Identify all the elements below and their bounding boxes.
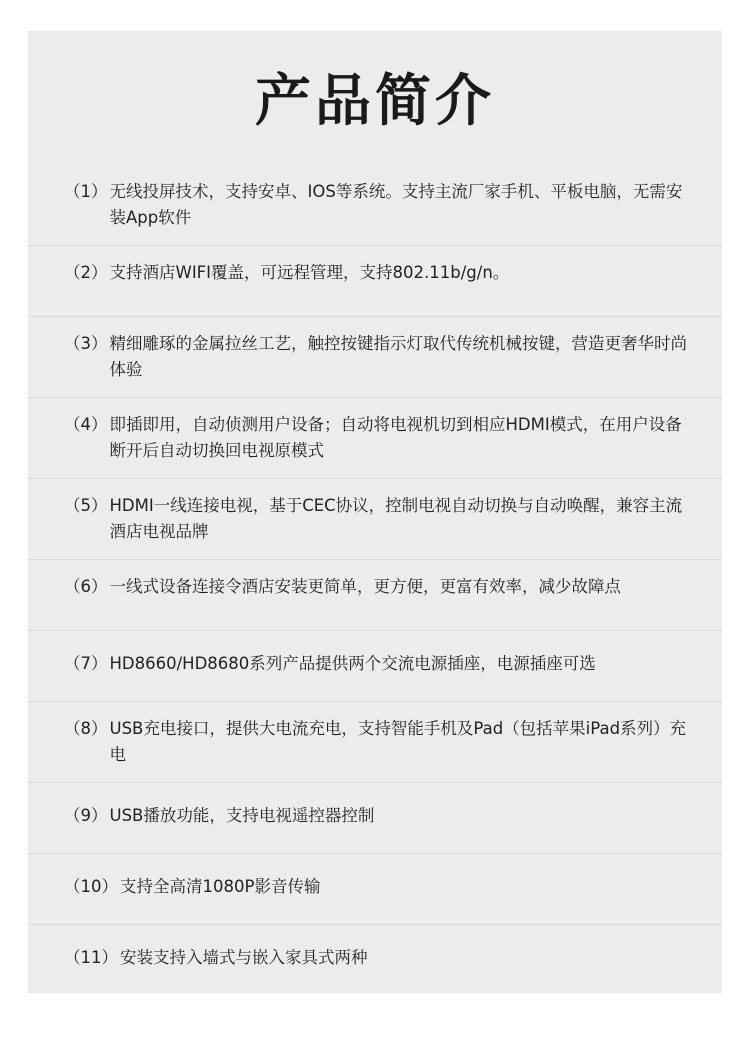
- list-item: [28, 246, 722, 317]
- feature-list: [28, 165, 722, 996]
- list-item-marker: （2）: [64, 263, 108, 282]
- list-item-marker: （10）: [64, 877, 118, 896]
- list-item: [28, 479, 722, 560]
- list-item-text: USB播放功能，支持电视遥控器控制: [109, 806, 375, 825]
- list-item: [28, 165, 722, 246]
- list-item-marker: （11）: [64, 948, 118, 967]
- list-item-marker: （6）: [64, 577, 108, 596]
- content-sheet: [28, 31, 722, 993]
- list-item: [28, 702, 722, 783]
- list-item-text: 一线式设备连接令酒店安装更简单，更方便，更富有效率，减少故障点: [109, 577, 621, 596]
- list-item: [28, 783, 722, 854]
- list-item: [28, 317, 722, 398]
- list-item-marker: （5）: [64, 496, 108, 515]
- list-item-text: USB充电接口，提供大电流充电，支持智能手机及Pad（包括苹果iPad系列）充电: [109, 719, 687, 764]
- list-item-text: 支持酒店WIFI覆盖，可远程管理，支持802.11b/g/n。: [109, 263, 510, 282]
- list-item-text: HDMI一线连接电视，基于CEC协议，控制电视自动切换与自动唤醒，兼容主流酒店电视品牌: [109, 496, 683, 541]
- list-item-text: 精细雕琢的金属拉丝工艺，触控按键指示灯取代传统机械按键，营造更奢华时尚体验: [109, 334, 687, 379]
- list-item-text: 支持全高清1080P影音传输: [120, 877, 321, 896]
- list-item: [28, 854, 722, 925]
- list-item-marker: （8）: [64, 719, 108, 738]
- list-item-marker: （4）: [64, 415, 108, 434]
- list-item-marker: （9）: [64, 806, 108, 825]
- list-item: [28, 398, 722, 479]
- list-item: [28, 925, 722, 996]
- list-item-text: HD8660/HD8680系列产品提供两个交流电源插座，电源插座可选: [109, 654, 596, 673]
- list-item: [28, 560, 722, 631]
- list-item-marker: （7）: [64, 654, 108, 673]
- list-item-marker: （3）: [64, 334, 108, 353]
- page-title: 产品简介: [255, 69, 495, 134]
- list-item-text: 无线投屏技术，支持安卓、IOS等系统。支持主流厂家手机、平板电脑，无需安装App软件: [109, 182, 683, 227]
- list-item: [28, 631, 722, 702]
- list-item-marker: （1）: [64, 182, 108, 201]
- list-item-text: 即插即用，自动侦测用户设备；自动将电视机切到相应HDMI模式，在用户设备断开后自动切换回电视原模式: [109, 415, 682, 460]
- list-item-text: 安装支持入墙式与嵌入家具式两种: [120, 948, 368, 967]
